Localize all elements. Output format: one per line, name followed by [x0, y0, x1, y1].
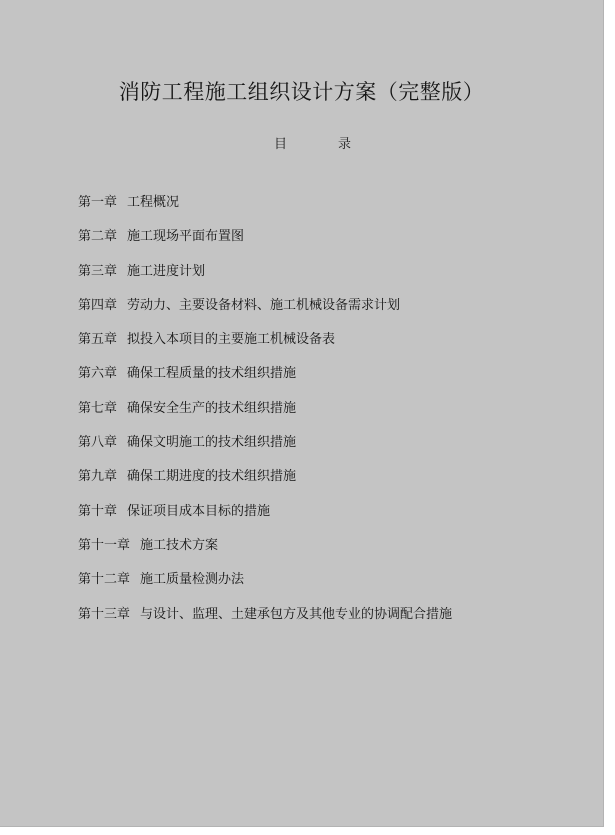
toc-chapter-number: 第九章 — [78, 469, 118, 485]
toc-chapter-title: 确保工程质量的技术组织措施 — [127, 366, 297, 382]
toc-list — [78, 195, 452, 641]
toc-chapter-number: 第四章 — [78, 297, 118, 313]
toc-chapter-title: 确保安全生产的技术组织措施 — [127, 400, 297, 416]
toc-chapter-number: 第七章 — [78, 400, 118, 416]
toc-chapter-title: 施工质量检测办法 — [140, 572, 245, 588]
toc-chapter-number: 第二章 — [78, 229, 118, 245]
toc-item — [78, 572, 452, 606]
toc-chapter-title: 确保文明施工的技术组织措施 — [127, 435, 297, 451]
toc-chapter-number: 第五章 — [78, 332, 118, 348]
toc-item — [78, 298, 452, 332]
toc-item — [78, 195, 452, 229]
toc-item — [78, 332, 452, 366]
toc-item — [78, 401, 452, 435]
toc-chapter-number: 第一章 — [78, 195, 118, 210]
toc-chapter-number: 第三章 — [78, 263, 118, 279]
toc-heading-char-2: 录 — [338, 137, 352, 152]
toc-heading — [274, 133, 354, 151]
toc-chapter-title: 与设计、监理、土建承包方及其他专业的协调配合措施 — [140, 606, 453, 622]
toc-chapter-title: 保证项目成本目标的措施 — [127, 503, 271, 519]
toc-heading-char-1: 目 — [274, 137, 288, 152]
toc-item — [78, 607, 452, 641]
toc-item — [78, 264, 452, 298]
toc-chapter-number: 第十一章 — [78, 537, 131, 553]
toc-chapter-title: 劳动力、主要设备材料、施工机械设备需求计划 — [127, 297, 401, 313]
toc-item — [78, 435, 452, 469]
toc-chapter-title: 施工进度计划 — [127, 263, 206, 279]
toc-chapter-title: 施工现场平面布置图 — [127, 229, 245, 245]
document-title: 消防工程施工组织设计方案（完整版） — [118, 80, 485, 104]
toc-chapter-number: 第六章 — [78, 366, 118, 382]
toc-item — [78, 504, 452, 538]
toc-item — [78, 538, 452, 572]
toc-item — [78, 366, 452, 400]
toc-chapter-number: 第十章 — [78, 503, 118, 519]
toc-chapter-number: 第十二章 — [78, 572, 131, 588]
toc-chapter-title: 施工技术方案 — [140, 537, 219, 553]
toc-item — [78, 229, 452, 263]
toc-item — [78, 469, 452, 503]
toc-chapter-number: 第十三章 — [78, 606, 131, 622]
toc-chapter-title: 工程概况 — [127, 195, 180, 210]
toc-chapter-title: 拟投入本项目的主要施工机械设备表 — [127, 332, 336, 348]
toc-chapter-title: 确保工期进度的技术组织措施 — [127, 469, 297, 485]
toc-chapter-number: 第八章 — [78, 435, 118, 451]
